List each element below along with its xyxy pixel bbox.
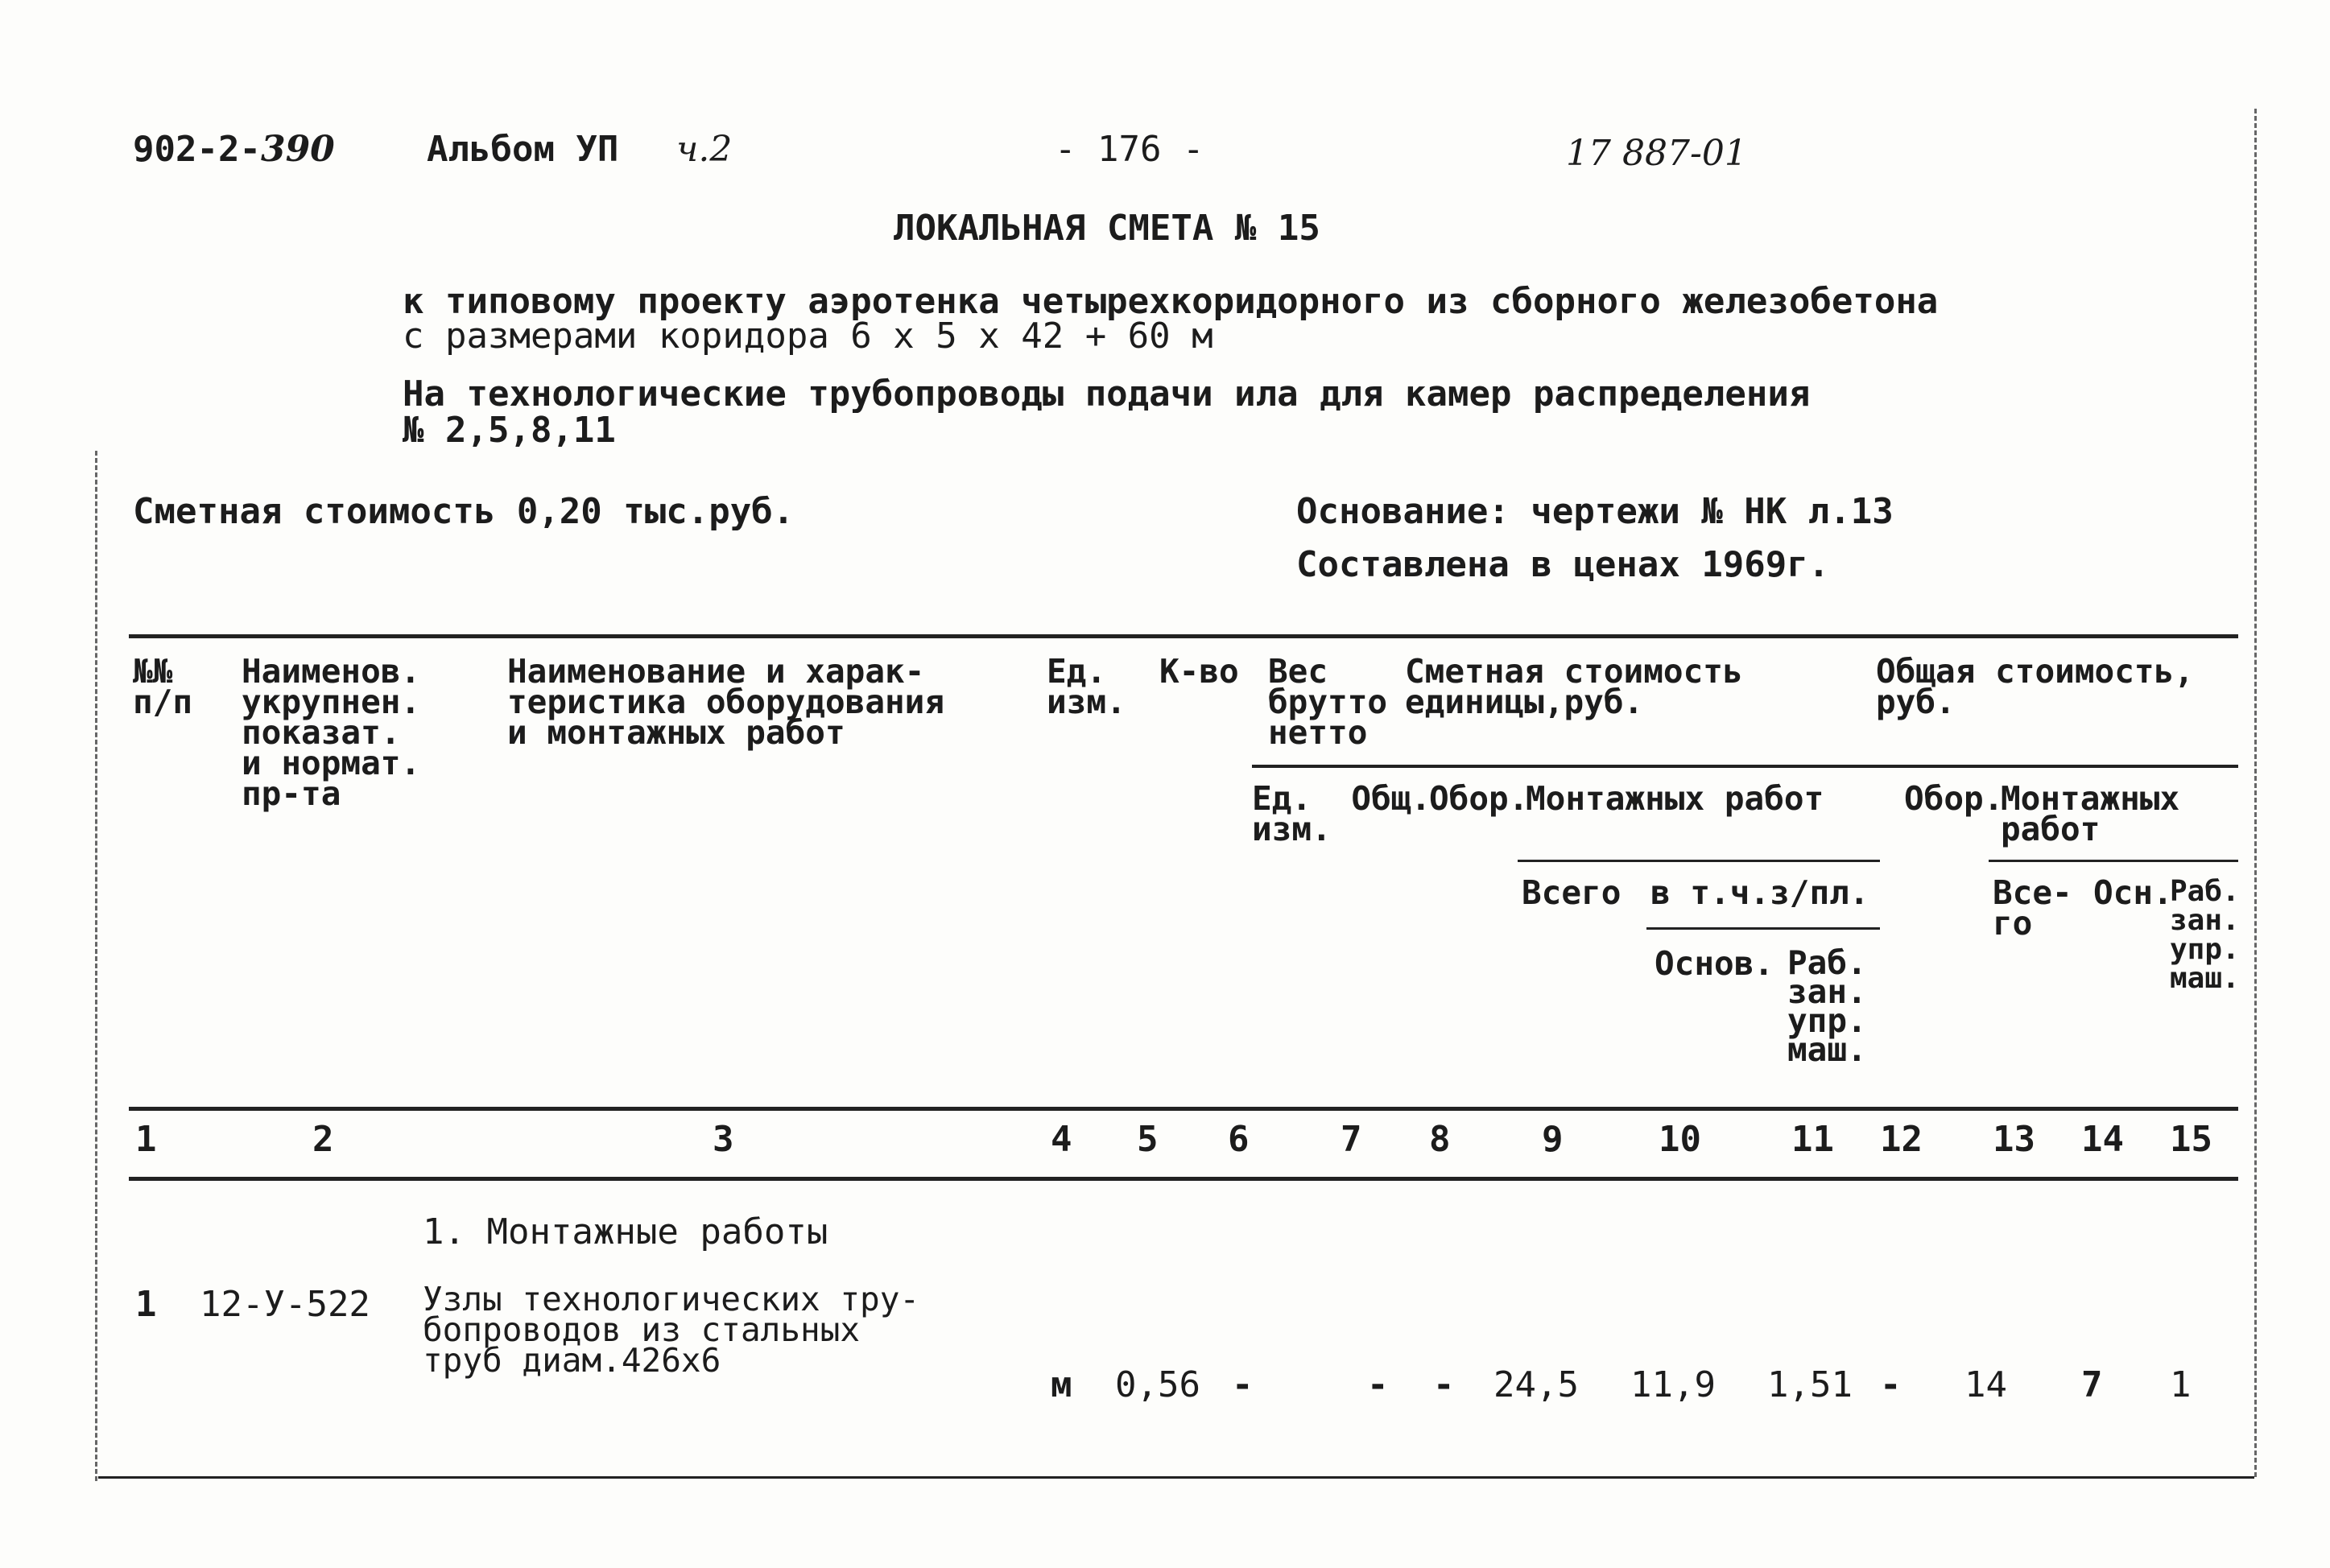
row-name: Узлы технологических тру- бопроводов из стальных труб диам.426х6 [423,1280,920,1380]
column-number: 4 [1051,1119,1072,1160]
column-number: 6 [1228,1119,1250,1160]
header-total-cost: Общая стоимость, руб. [1876,652,2194,721]
page-bottom-rule [98,1476,2254,1479]
header-qty: К-во [1159,652,1239,691]
subject-line-3: На технологические трубопроводы подачи ила для камер распределения [403,373,1811,415]
column-number: 10 [1659,1119,1701,1160]
column-number: 12 [1880,1119,1923,1160]
header-weight: Вес брутто нетто [1268,652,1388,752]
header-vsego: Всего [1522,873,1621,912]
subject-line-1: к типовому проекту аэротенка четырехкоридорного из сборного железобетона [403,281,1939,322]
header-osn2: Осн. [2093,873,2173,912]
header-oborud2: Обор. [1904,779,2004,818]
column-number: 5 [1137,1119,1159,1160]
header-code: Наименов. укрупнен. показат. и нормат. пр-та [242,652,421,813]
header-vtch: в т.ч.з/пл. [1650,873,1869,912]
column-number: 3 [713,1119,734,1160]
column-number: 8 [1429,1119,1451,1160]
header-osnov: Основ. [1655,944,1774,983]
page-number: - 176 - [1055,129,1204,170]
row-c15: 1 [2170,1364,2192,1405]
left-margin-line [95,451,97,1481]
header-montazh2: Монтажных работ [2001,779,2180,848]
subject-line-4: № 2,5,8,11 [403,410,616,451]
row-c10: 11,9 [1630,1364,1716,1405]
column-number: 1 [135,1119,157,1160]
column-number: 15 [2170,1119,2212,1160]
row-code: 12-У-522 [200,1284,370,1325]
row-c6: - [1232,1364,1254,1405]
row-num: 1 [135,1284,157,1325]
section-title: 1. Монтажные работы [423,1211,828,1252]
price-basis: Составлена в ценах 1969г. [1296,544,1830,585]
header-name: Наименование и харак- теристика оборудования и монтажных работ [507,652,945,752]
document-code-handwritten: 390 [260,129,335,170]
header-rab2: Раб. зан. упр. маш. [2170,875,2240,995]
row-c13: 14 [1964,1364,2007,1405]
row-unit: м [1051,1364,1072,1405]
subject-line-2: с размерами коридора 6 х 5 х 42 + 60 м [403,316,1213,357]
montazh2-rule [1989,860,2238,862]
header-weight-sub: Ед. Общ. изм. [1252,779,1431,848]
part-label: ч.2 [676,129,733,170]
header-unit-cost: Сметная стоимость единицы,руб. [1405,652,1743,721]
right-margin-line [2254,109,2257,1477]
row-c11: 1,51 [1767,1364,1853,1405]
column-number: 7 [1341,1119,1362,1160]
cost-group-rule [1252,765,2238,768]
album-label: Альбом УП [427,129,619,170]
vtch-rule [1646,927,1880,930]
row-c8: - [1433,1364,1455,1405]
column-number: 11 [1791,1119,1834,1160]
column-number: 9 [1542,1119,1564,1160]
montazh-rule [1518,860,1880,862]
column-number: 2 [312,1119,334,1160]
row-qty: 0,56 [1115,1364,1200,1405]
basis-drawings: Основание: чертежи № НК л.13 [1296,491,1894,532]
row-c7: - [1367,1364,1389,1405]
header-vsego2: Все- го [1993,873,2072,943]
row-c9: 24,5 [1493,1364,1579,1405]
row-c14: 7 [2081,1364,2103,1405]
header-unit: Ед. изм. [1047,652,1126,721]
column-number: 13 [1993,1119,2035,1160]
inventory-number: 17 887-01 [1566,133,1747,174]
column-number: 14 [2081,1119,2124,1160]
document-code [133,129,335,170]
header-num: №№ п/п [133,652,193,721]
table-top-rule [129,634,2238,638]
page-title: ЛОКАЛЬНАЯ СМЕТА № 15 [894,208,1320,249]
header-rab: Раб. зан. упр. маш. [1787,943,1867,1069]
header-bottom-rule [129,1107,2238,1111]
document-code-print: 902-2- [133,129,261,170]
row-c12: - [1880,1364,1902,1405]
estimated-cost: Сметная стоимость 0,20 тыс.руб. [133,491,795,532]
header-oborud: Обор. [1429,779,1529,818]
column-numbers-rule [129,1177,2238,1181]
header-montazh: Монтажных работ [1526,779,1824,818]
